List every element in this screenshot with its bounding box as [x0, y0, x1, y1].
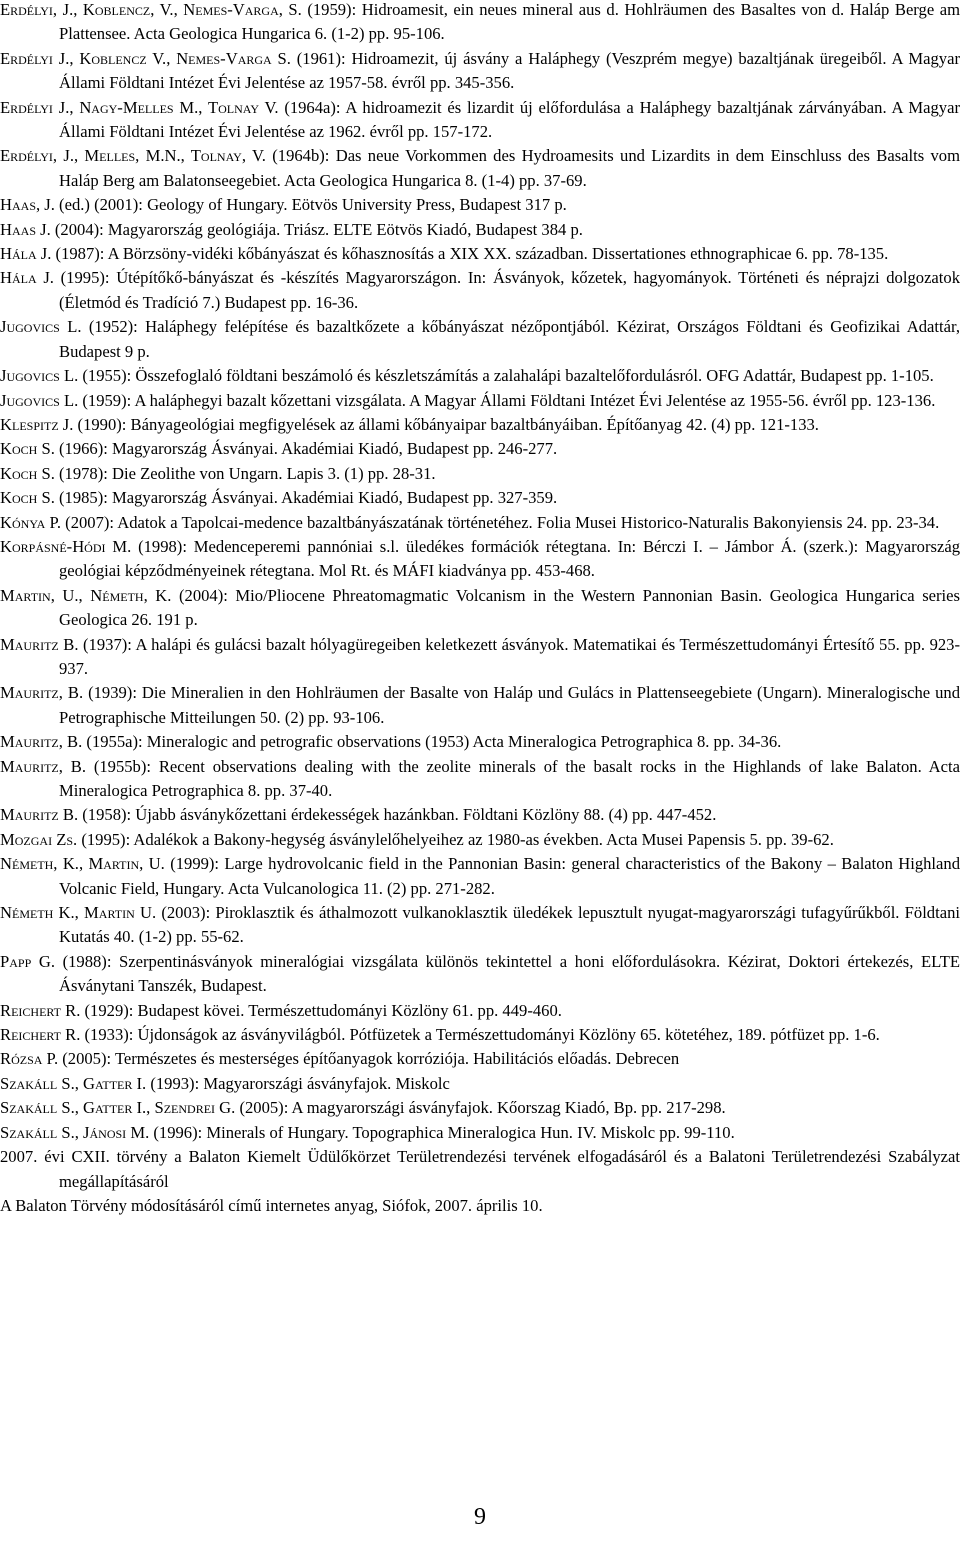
reference-entry: [0, 413, 960, 437]
reference-entry: [0, 511, 960, 535]
reference-author: Korpásné-Hódi M.: [0, 536, 132, 556]
reference-entry: [0, 193, 960, 217]
reference-entry: [0, 315, 960, 364]
reference-text: (1939): Die Mineralien in den Hohlräumen der Basalte von Haláp und Gulács in Plattenseegebiete (Ungarn). Mineralogische und Petrographische Mitteilungen 50. (2) pp. 93-106.: [59, 683, 960, 727]
reference-text: (1959): Hidroamesit, ein neues mineral aus d. Hohlräumen des Basaltes von d. Haláp Berge am Plattensee. Acta Geologica Hungarica 6. (1-2) pp. 95-106.: [59, 0, 960, 44]
reference-author: Reichert R.: [0, 1000, 81, 1020]
reference-entry: [0, 0, 960, 47]
reference-entry: [0, 389, 960, 413]
reference-entry: [0, 755, 960, 804]
reference-author: Hála J.: [0, 268, 54, 288]
reference-entry: [0, 437, 960, 461]
reference-entry: [0, 96, 960, 145]
reference-author: Szakáll S., Gatter I.: [0, 1073, 147, 1093]
reference-entry: [0, 1145, 960, 1194]
reference-text: (1985): Magyarország Ásványai. Akadémiai Kiadó, Budapest pp. 327-359.: [54, 488, 558, 508]
reference-text: A Balaton Törvény módosításáról című internetes anyag, Siófok, 2007. április 10.: [0, 1195, 543, 1215]
reference-author: Mauritz, B.: [0, 683, 84, 703]
reference-entry: [0, 242, 960, 266]
reference-author: Erdélyi J., Nagy-Melles M., Tolnay V.: [0, 97, 279, 117]
reference-entry: [0, 681, 960, 730]
reference-text: (1955a): Mineralogic and petrografic observations (1953) Acta Mineralogica Petrographica 8. pp. 34-36.: [82, 732, 782, 752]
page-number: 9: [474, 1504, 486, 1530]
reference-entry: [0, 901, 960, 950]
reference-entry: [0, 828, 960, 852]
reference-text: (1988): Szerpentinásványok mineralógiai vizsgálata különös tekintettel a honi előfordulásokra. Kézirat, Doktori értekezés, ELTE Ásványtani Tanszék, Budapest.: [54, 951, 960, 996]
reference-text: (1999): Large hydrovolcanic field in the Pannonian Basin: general characteristics of the Bakony – Balaton Highland Volcanic Field, Hungary. Acta Vulcanologica 11. (2) pp. 271-282.: [59, 854, 960, 898]
reference-text: (1933): Újdonságok az ásványvilágból. Pótfüzetek a Természettudományi Közlöny 65. kötetéhez, 189. pótfüzet pp. 1-6.: [80, 1025, 880, 1045]
reference-entry: [0, 266, 960, 315]
reference-author: Németh K., Martin U.: [0, 903, 157, 923]
reference-entry: [0, 47, 960, 96]
reference-text: (1961): Hidroamezit, új ásvány a Haláphegy (Veszprém megye) bazaltjának üregeiből. A Magyar Állami Földtani Intézet Évi Jelentése az 1957-58. évről pp. 345-356.: [59, 48, 960, 93]
reference-entry: [0, 486, 960, 510]
reference-entry: [0, 633, 960, 682]
reference-entry: [0, 1121, 960, 1145]
reference-text: (1959): A haláphegyi bazalt kőzettani vizsgálata. A Magyar Állami Földtani Intézet Évi Jelentése az 1955-56. évről pp. 123-136.: [78, 390, 936, 410]
reference-author: Rózsa P.: [0, 1049, 59, 1069]
reference-author: Papp G.: [0, 951, 55, 971]
reference-author: Mauritz B.: [0, 634, 79, 654]
reference-author: Erdélyi, J., Koblencz, V., Nemes-Varga, S.: [0, 0, 302, 19]
reference-entry: [0, 364, 960, 388]
reference-text: (1987): A Börzsöny-vidéki kőbányászat és kőhasznosítás a XIX XX. században. Dissertationes ethnographicae 6. pp. 78-135.: [51, 244, 889, 264]
reference-text: (2004): Mio/Pliocene Phreatomagmatic Volcanism in the Western Pannonian Basin. Geologica Hungarica series Geologica 26. 191 p.: [59, 585, 960, 630]
reference-entry: [0, 584, 960, 633]
reference-text: (1995): Útépítőkő-bányászat és -készítés Magyarországon. In: Ásványok, kőzetek, hagyományok. Történeti és néprajzi dolgozatok (Életmód és Tradíció 7.) Budapest pp. 16-36.: [53, 268, 960, 312]
reference-entry: [0, 1194, 960, 1218]
reference-entry: [0, 218, 960, 242]
reference-author: Mauritz B.: [0, 805, 79, 825]
reference-text: (2005): Természetes és mesterséges építőanyagok korróziója. Habilitációs előadás. Debrecen: [58, 1049, 680, 1069]
reference-entry: [0, 462, 960, 486]
reference-text: (1929): Budapest kövei. Természettudományi Közlöny 61. pp. 449-460.: [80, 1000, 562, 1020]
reference-entry: [0, 1023, 960, 1047]
reference-text: (2003): Piroklasztik és áthalmozott vulkanoklasztik üledékek lepusztult nyugat-magyarországi tufagyűrűkből. Földtani Kutatás 40. (1-2) pp. 55-62.: [59, 903, 960, 947]
reference-text: (1964a): A hidroamezit és lizardit új előfordulása a Haláphegy bazaltjának zárványában. A Magyar Állami Földtani Intézet Évi Jelentése az 1962. évről pp. 157-172.: [59, 97, 960, 142]
reference-entry: [0, 852, 960, 901]
reference-text: (1978): Die Zeolithe von Ungarn. Lapis 3. (1) pp. 28-31.: [54, 463, 436, 483]
reference-text: (1990): Bányageológiai megfigyelések az állami kőbányaipar bazaltbányáiban. Építőanyag 42. (4) pp. 121-133.: [73, 414, 819, 434]
reference-entry: [0, 999, 960, 1023]
reference-author: Hála J.: [0, 244, 52, 264]
reference-text: (2004): Magyarország geológiája. Triász. ELTE Eötvös Kiadó, Budapest 384 p.: [50, 219, 583, 239]
reference-text: (1996): Minerals of Hungary. Topographica Mineralogica Hun. IV. Miskolc pp. 99-110.: [149, 1122, 735, 1142]
reference-author: Jugovics L.: [0, 390, 79, 410]
reference-author: Németh, K., Martin, U.: [0, 854, 165, 874]
reference-entry: [0, 1072, 960, 1096]
reference-entry: [0, 950, 960, 999]
reference-text: (1966): Magyarország Ásványai. Akadémiai Kiadó, Budapest pp. 246-277.: [54, 439, 558, 459]
reference-author: Jugovics L.: [0, 317, 82, 337]
reference-text: (1958): Újabb ásványkőzettani érdekességek hazánkban. Földtani Közlöny 88. (4) pp. 447-452.: [78, 805, 717, 825]
reference-author: Erdélyi, J., Melles, M.N., Tolnay, V.: [0, 146, 266, 166]
reference-text: (1998): Medenceperemi pannóniai s.l. üledékes formációk rétegtana. In: Bérczi I. – Jámbor Á. (szerk.): Magyarország geológiai képződményeinek rétegtana. Mol Rt. és MÁFI kiadványa pp. 453-468.: [59, 536, 960, 581]
reference-text: (1952): Haláphegy felépítése és bazaltkőzete a kőbányászat nézőpontjából. Kézirat, Országos Földtani és Geofizikai Adattár, Budapest 9 p.: [59, 317, 960, 361]
reference-author: Kónya P.: [0, 512, 62, 532]
reference-author: Mauritz, B.: [0, 756, 86, 776]
reference-text: (1964b): Das neue Vorkommen des Hydroamesits und Lizardits in dem Einschluss des Basalts vom Haláp Berg am Balatonseegebiet. Acta Geologica Hungarica 8. (1-4) pp. 37-69.: [59, 146, 960, 190]
reference-author: Haas J.: [0, 219, 51, 239]
reference-entry: [0, 1096, 960, 1120]
reference-text: (ed.) (2001): Geology of Hungary. Eötvös University Press, Budapest 317 p.: [54, 195, 567, 215]
reference-entry: [0, 730, 960, 754]
reference-author: Mauritz, B.: [0, 732, 83, 752]
reference-entry: [0, 803, 960, 827]
reference-entry: [0, 144, 960, 193]
reference-author: Martin, U., Németh, K.: [0, 585, 172, 605]
reference-text: (1995): Adalékok a Bakony-hegység ásványlelőhelyeihez az 1980-as években. Acta Musei Papensis 5. pp. 39-62.: [77, 829, 834, 849]
reference-text: (1993): Magyarországi ásványfajok. Miskolc: [146, 1073, 450, 1093]
reference-text: (2007): Adatok a Tapolcai-medence bazaltbányászatának történetéhez. Folia Musei Historico-Naturalis Bakonyiensis 24. pp. 23-34.: [61, 512, 940, 532]
reference-author: Mozgai Zs.: [0, 829, 78, 849]
reference-text: 2007. évi CXII. törvény a Balaton Kiemelt Üdülőkörzet Területrendezési tervének elfogadásáról és a Balatoni Területrendezési Szabályzat megállapításáról: [0, 1147, 960, 1191]
reference-author: Szakáll S., Jánosi M.: [0, 1122, 150, 1142]
reference-text: (1937): A halápi és gulácsi bazalt hólyagüregeiben keletkezett ásványok. Matematikai és Természettudományi Értesítő 55. pp. 923-937.: [59, 634, 960, 678]
reference-author: Jugovics L.: [0, 366, 79, 386]
reference-text: (1955b): Recent observations dealing with the zeolite minerals of the basalt rocks in the Highlands of lake Balaton. Acta Mineralogica Petrographica 8. pp. 37-40.: [59, 756, 960, 800]
reference-author: Erdélyi J., Koblencz V., Nemes-Varga S.: [0, 48, 291, 68]
reference-author: Reichert R.: [0, 1025, 81, 1045]
reference-author: Koch S.: [0, 439, 55, 459]
reference-entry: [0, 535, 960, 584]
reference-text: (1955): Összefoglaló földtani beszámoló és készletszámítás a zalahalápi bazaltelőfordulásról. OFG Adattár, Budapest pp. 1-105.: [78, 366, 934, 386]
reference-author: Koch S.: [0, 488, 55, 508]
reference-text: (2005): A magyarországi ásványfajok. Kőorszag Kiadó, Bp. pp. 217-298.: [235, 1098, 726, 1118]
reference-author: Klespitz J.: [0, 414, 74, 434]
reference-author: Koch S.: [0, 463, 55, 483]
reference-entry: [0, 1047, 960, 1071]
reference-author: Haas, J.: [0, 195, 55, 215]
reference-author: Szakáll S., Gatter I., Szendrei G.: [0, 1098, 236, 1118]
